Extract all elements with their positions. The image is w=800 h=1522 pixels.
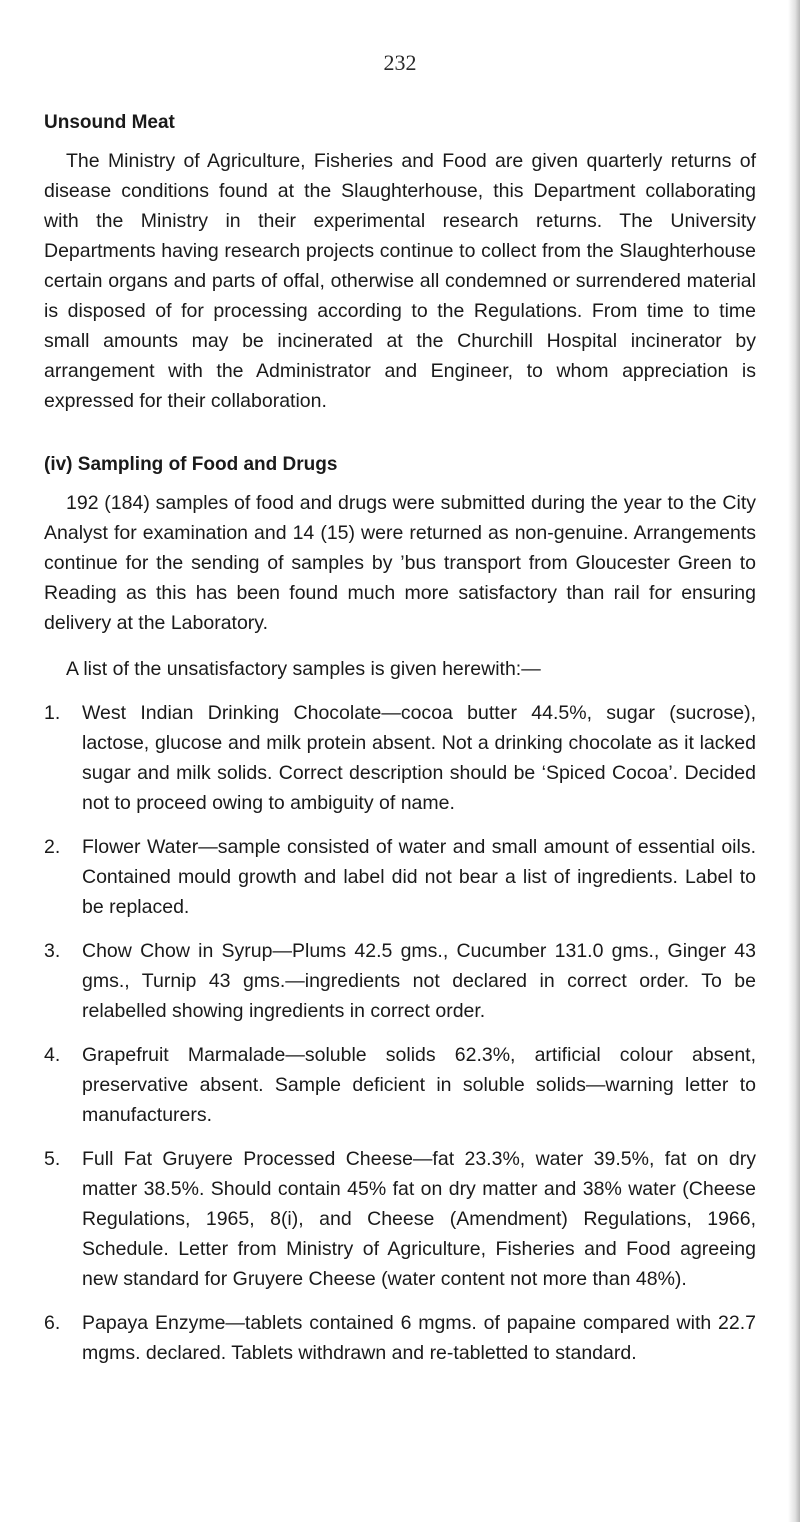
page-content: [44, 112, 756, 1382]
list-item-text: Grapefruit Marmalade—soluble solids 62.3%, artificial colour absent, preservative absent. Sample deficient in soluble solids—warning letter to manufacturers.: [82, 1044, 756, 1126]
list-item: [44, 698, 756, 818]
list-item: [44, 1144, 756, 1294]
page-edge-shadow: [788, 0, 800, 1522]
list-intro: A list of the unsatisfactory samples is given herewith:—: [66, 658, 541, 680]
paragraph-unsound-meat: The Ministry of Agriculture, Fisheries and Food are given quarterly returns of disease conditions found at the Slaughterhouse, this Department collaborating with the Ministry in their experimental research returns. The University Departments having research projects continue to collect from the Slaughterhouse certain organs and parts of offal, otherwise all condemned or surrendered material is disposed of for processing according to the Regulations. From time to time small amounts may be incinerated at the Churchill Hospital incinerator by arrangement with the Administrator and Engineer, to whom appreciation is expressed for their collaboration.: [44, 150, 756, 412]
heading-sampling-food-drugs: (iv) Sampling of Food and Drugs: [44, 454, 338, 475]
paragraph-sampling: 192 (184) samples of food and drugs were submitted during the year to the City Analyst for examination and 14 (15) were returned as non-genuine. Arrangements continue for the sending of samples by ’bus transport from Gloucester Green to Reading as this has been found much more satisfactory than rail for ensuring delivery at the Laboratory.: [44, 492, 756, 634]
list-item: [44, 1040, 756, 1130]
list-item-number: 5.: [44, 1148, 61, 1170]
list-item-number: 2.: [44, 836, 61, 858]
list-item-number: 3.: [44, 940, 61, 962]
unsatisfactory-samples-list: [44, 698, 756, 1368]
list-item: [44, 832, 756, 922]
list-item: [44, 1308, 756, 1368]
list-item-text: Chow Chow in Syrup—Plums 42.5 gms., Cucumber 131.0 gms., Ginger 43 gms., Turnip 43 gms.—ingredients not declared in correct order. To be relabelled showing ingredients in correct order.: [82, 940, 756, 1022]
page-number: 232: [383, 50, 417, 75]
heading-unsound-meat: Unsound Meat: [44, 112, 175, 133]
list-item: [44, 936, 756, 1026]
list-item-number: 6.: [44, 1312, 61, 1334]
list-item-text: West Indian Drinking Chocolate—cocoa butter 44.5%, sugar (sucrose), lactose, glucose and milk protein absent. Not a drinking chocolate as it lacked sugar and milk solids. Correct description should be ‘Spiced Cocoa’. Decided not to proceed owing to ambiguity of name.: [82, 702, 756, 814]
list-item-text: Flower Water—sample consisted of water and small amount of essential oils. Contained mould growth and label did not bear a list of ingredients. Label to be replaced.: [82, 836, 756, 918]
list-item-text: Full Fat Gruyere Processed Cheese—fat 23.3%, water 39.5%, fat on dry matter 38.5%. Should contain 45% fat on dry matter and 38% water (Cheese Regulations, 1965, 8(i), and Cheese (Amendment) Regulations, 1966, Schedule. Letter from Ministry of Agriculture, Fisheries and Food agreeing new standard for Gruyere Cheese (water content not more than 48%).: [82, 1148, 756, 1290]
list-item-number: 1.: [44, 702, 61, 724]
list-item-number: 4.: [44, 1044, 61, 1066]
list-item-text: Papaya Enzyme—tablets contained 6 mgms. of papaine compared with 22.7 mgms. declared. Tablets withdrawn and re-tabletted to standard.: [82, 1312, 756, 1364]
